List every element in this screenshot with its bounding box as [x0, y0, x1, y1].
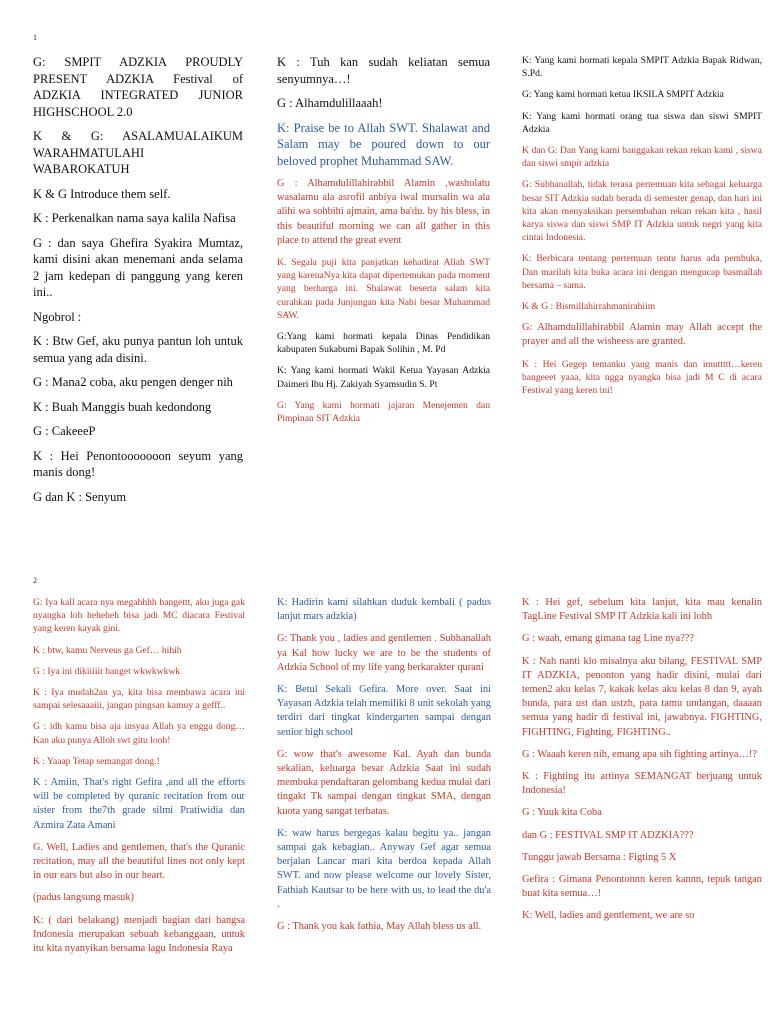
script-paragraph: K : Buah Manggis buah kedondong: [33, 399, 212, 414]
script-paragraph: K dan G: Dan Yang kami banggakan rekan rekan kami , siswa dan siswi smpit adzkia: [522, 145, 762, 170]
script-paragraph: K: waw harus bergegas kalau begitu ya.. jangan sampai gak kebagian.. Anyway Gef agar semua berjalan Lancar mari kita berdoa kepada Allah SWT. and now please welcome our lovely Sister, Fathiah Kautsar to be here with us, to lead the du'a .: [277, 827, 491, 910]
page-number: 2: [33, 576, 37, 585]
script-paragraph: K : Amiin, That's right Gefira ,and all the efforts will be completed by quranic recitation from our sister from the7th grade silmi Pratiwidia dan Azmira Zata Amani: [33, 777, 245, 831]
script-paragraph: G: Yang kami hormati jajaran Menejemen dan Pimpinan SIT Adzkia: [277, 399, 490, 425]
script-paragraph: K: ( dari belakang) menjadi bagian dari bangsa Indonesia merupakan sebuah kebanggaan, untuk itu kita nyanyikan bersama lagu Indonesia Raya: [33, 914, 245, 955]
script-paragraph: G : Alhamdulillahirabbil Alamin ,washolatu wasalamu ala asrofil anbiya iwal mursalin wa ala alihi wa sohbihi ajmain, ama ba'du. by his bless, in this beautiful morning we can all gather in this place to attend the great event: [277, 178, 490, 246]
script-paragraph: K : Hei Penontooooooon seyum yang manis dong!: [33, 448, 243, 479]
script-paragraph: G : Yuuk kita Coba: [522, 807, 602, 819]
script-paragraph: K: Yang kami hormati Wakil Ketua Yayasan Adzkia Daimeri Ibu Hj. Zakiyah Syamsudin S. Pt: [277, 365, 490, 390]
script-paragraph: K : Hei gef, sebelum kita lanjut, kita mau kenalin TagLine Festival SMP IT Adzkia kali ini lohh: [522, 597, 762, 623]
script-paragraph: K: Praise be to Allah SWT. Shalawat and Salam may be poured down to our beloved prophet Muhammad SAW.: [277, 120, 490, 168]
script-paragraph: (padus langsung masuk): [33, 892, 135, 904]
script-paragraph: G: Thank you , ladies and gentlemen . Subhanallah ya Kal how lucky we are to be the students of Adzkia School of my life yang berkarakter qurani: [277, 633, 491, 673]
script-paragraph: dan G : FESTIVAL SMP IT ADZKIA???: [522, 829, 694, 841]
page1-column-left: [33, 54, 243, 513]
script-paragraph: G : dan saya Ghefira Syakira Mumtaz, kami disini akan menemani anda selama 2 jam kedepan di panggung yang keren ini..: [33, 235, 243, 299]
script-paragraph: G : Mana2 coba, aku pengen denger nih: [33, 375, 233, 389]
script-paragraph: K. Segala puji kita panjatkan kehadirat Allah SWT yang karenaNya kita dapat dipertemukan pada moment yang berharga ini. Shalawat beserta salam kita curahkan pada Junjungan kita Nabi besar Muhammad SAW.: [277, 257, 490, 321]
script-paragraph: K : Fighting itu artinya SEMANGAT berjuang untuk Indonesia!: [522, 771, 762, 797]
script-paragraph: Ngobrol :: [33, 309, 82, 324]
script-paragraph: G : idh kamu bisa aja insyaa Allah ya engga dong… Kan aku punya Alloh swt gitu looh!: [33, 721, 245, 746]
script-paragraph: Tunggu jawab Bersama : Figting 5 X: [522, 851, 677, 863]
script-paragraph: K: Yang kami hormati kepala SMPIT Adzkia Bapak Ridwan, S.Pd.: [522, 55, 762, 80]
script-paragraph: K & G : Bismillahirrahmanirahiim: [522, 301, 656, 313]
script-paragraph: K: Hadirin kami silahkan duduk kembali ( padus lanjut mars adzkia): [277, 597, 491, 623]
script-paragraph: G : CakeeeP: [33, 424, 96, 438]
script-paragraph: G: Alhamdulillahirabbil Alamin may Allah accept the prayer and all the wisheess are granted.: [522, 322, 762, 348]
script-paragraph: K : btw, kamu Nerveus ga Gef… hihih: [33, 644, 182, 656]
script-paragraph: Gefira : Gimana Penontonnn keren kannn, tepuk tangan buat kita semua…!: [522, 874, 762, 900]
page2-column-right: [522, 596, 762, 932]
script-paragraph: G: wow that's awesome Kal. Ayah dan bunda sekalian, keluarga besar Adzkia Saat ini sudah membuka pendaftaran gelombang kedua mulai dari tingakt Tk sampai dengan tingkat SMA, dengan kuota yang sangat terbatas.: [277, 748, 491, 817]
script-paragraph: G : Alhamdulillaaah!: [277, 96, 383, 110]
page1-column-middle: [277, 54, 490, 433]
script-paragraph: K: Betul Sekali Gefira. More over. Saat ini Yayasan Adzkia telah memiliki 8 unit sekolah yang terdiri dari tingkat kindergarten sampai dengan senior high school: [277, 684, 491, 738]
script-paragraph: G: Yang kami hormati ketua IKSILA SMPIT Adzkia: [522, 89, 724, 101]
script-paragraph: K : Perkenalkan nama saya kalila Nafisa: [33, 211, 236, 225]
script-paragraph: K & G Introduce them self.: [33, 186, 171, 201]
page2-column-left: [33, 596, 245, 964]
script-paragraph: G. Well, Ladies and gentlemen, that's the Quranic recitation, may all the beautiful lines not only kept in our ears but also in our heart.: [33, 841, 245, 882]
page1-column-right: [522, 54, 762, 405]
script-paragraph: K : Yaaap Tetap semangat dong.!: [33, 755, 160, 767]
script-paragraph: G: Iya kall acara nya megahhhh bangettt, aku juga gak nyangka loh heheheh bisa jadi MC diacara Festival yang keren kayak gini.: [33, 597, 245, 635]
script-paragraph: K : Tuh kan sudah keliatan semua senyumnya…!: [277, 55, 490, 86]
script-paragraph: G: SMPIT ADZKIA PROUDLY PRESENT ADZKIA Festival of ADZKIA INTEGRATED JUNIOR HIGHSCHOOL 2.0: [33, 55, 243, 119]
script-paragraph: G : Thank you kak fathia, May Allah bless us all.: [277, 921, 482, 933]
page-number: 1: [33, 33, 37, 42]
script-paragraph: K: Berbicara tentang pertemuan tentu harus ada pembuka, Dan marilah kita buka acara ini dengan mengucap basmallah bersama – sama.: [522, 253, 762, 291]
script-paragraph: K: Well, ladies and gentlement, we are so: [522, 910, 695, 922]
script-paragraph: G : Waaah keren nih, emang apa sih fighting artinya…!?: [522, 748, 757, 760]
script-paragraph: G dan K : Senyum: [33, 489, 127, 504]
script-paragraph: K : Hei Gegep temanku yang manis dan imuttttt…keren bangeeet yaaa, kita ngga nyangka bisa jadi M C di acara Festival yang keren ini!: [522, 358, 762, 397]
script-paragraph: G : Iya ini dikiiiiit banget wkwkwkwk: [33, 665, 181, 677]
script-paragraph: K & G: ASALAMUALAIKUM WARAHMATULAHI WABAROKATUH: [33, 129, 243, 176]
script-paragraph: G: Subhanallah, tidak terasa pertemuan kita sebagai keluarga besar SIT Adzkia sudah berada di semester genap, dan hari ini kita akan menyaksikan persembahan rekan rekan kita , hasil karya siswa dan siswi SMP IT Adzkia untuk negri yang kita cintai Indonesia.: [522, 179, 762, 244]
page2-column-middle: [277, 596, 491, 942]
script-paragraph: K : Btw Gef, aku punya pantun loh untuk semua yang ada disini.: [33, 334, 243, 365]
script-paragraph: K : Iya mudah2an ya, kita bisa membawa acara ini sampai selesaaaiii, jangan pingsan kamuy a gefff..: [33, 687, 245, 712]
script-paragraph: K: Yang kami hormati orang tua siswa dan siswi SMPIT Adzkia: [522, 110, 762, 135]
script-paragraph: G : waah, emang gimana tag Line nya???: [522, 633, 694, 645]
script-paragraph: G:Yang kami hormati kepala Dinas Pendidikan kabupaten Sukabumi Bapak Solihin , M. Pd: [277, 331, 490, 356]
script-paragraph: K : Nah nanti klo misalnya aku bilang, FESTIVAL SMP IT ADZKIA, penonton yang hadir disini, mulai dari temen2 aku kelas 7, kakak kelas aku kelas 8 dan 9, ayah bunda, para ust dan ustzh, para tamu undangan, daaaan semua yang hadir di festival ini, jawabnya. FIGHTING, FIGHTING, Fighting, FIGHTING..: [522, 655, 762, 738]
